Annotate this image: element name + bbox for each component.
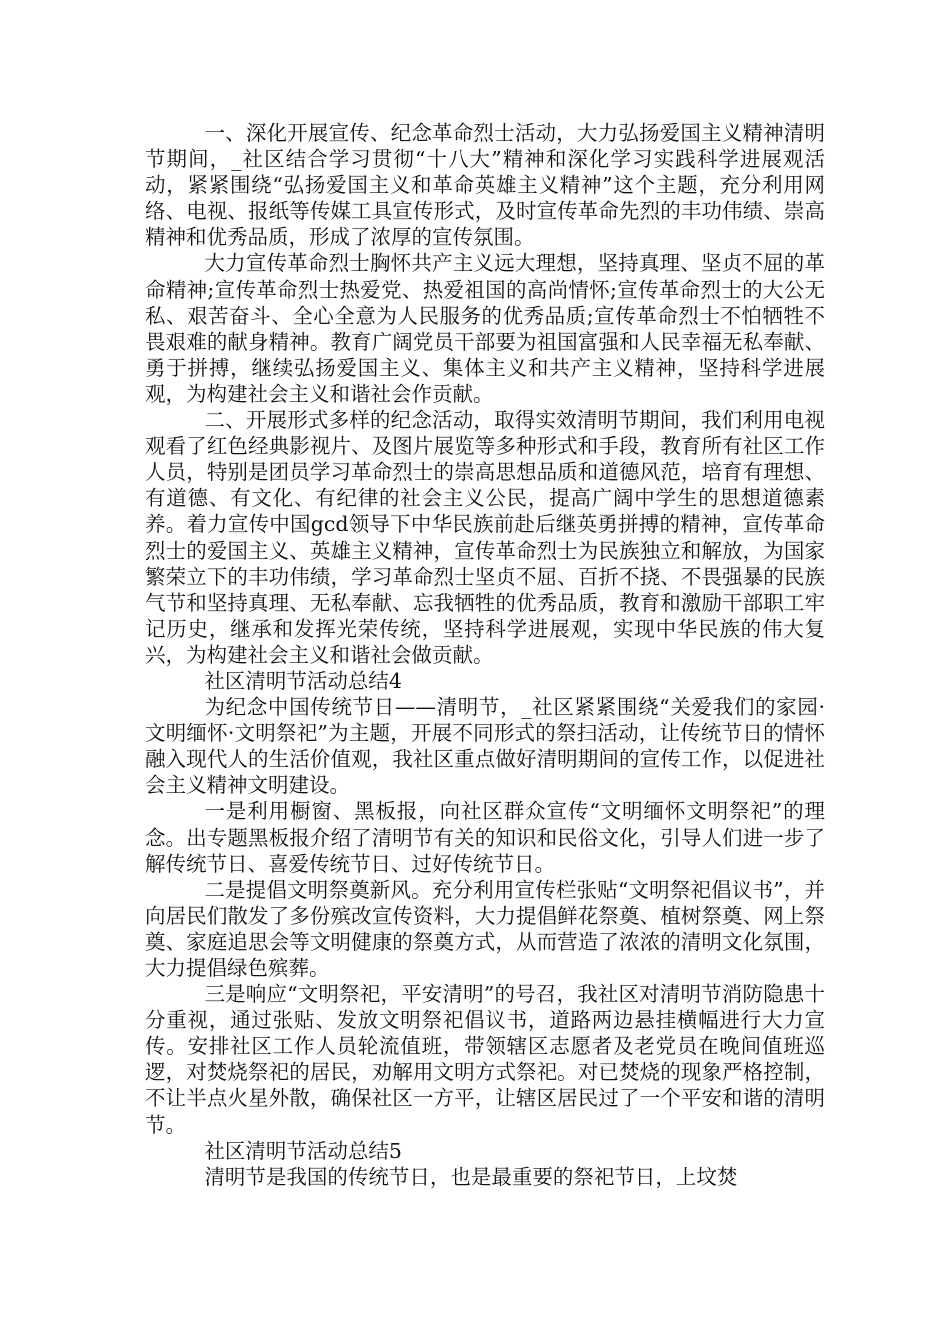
paragraph: 一、深化开展宣传、纪念革命烈士活动，大力弘扬爱国主义精神清明节期间，_社区结合学习贯彻“十八大”精神和深化学习实践科学进展观活动，紧紧围绕“弘扬爱国主义和革命英雄主义精神”这个主题，充分利用网络、电视、报纸等传媒工具宣传形式，及时宣传革命先烈的丰功伟绩、崇高精神和优秀品质，形成了浓厚的宣传氛围。 xyxy=(145,121,825,250)
document-page xyxy=(145,120,825,1190)
section-heading: 社区清明节活动总结4 xyxy=(204,668,402,693)
paragraph: 为纪念中国传统节日——清明节，_社区紧紧围绕“关爱我们的家园·文明缅怀·文明祭祀”为主题，开展不同形式的祭扫活动，让传统节日的情怀融入现代人的生活价值观，我社区重点做好清明期间的宣传工作，以促进社会主义精神文明建设。 xyxy=(145,695,825,798)
paragraph: 一是利用橱窗、黑板报，向社区群众宣传“文明缅怀文明祭祀”的理念。出专题黑板报介绍了清明节有关的知识和民俗文化，引导人们进一步了解传统节日、喜爱传统节日、过好传统节日。 xyxy=(145,799,825,876)
paragraph: 三是响应“文明祭祀，平安清明”的号召，我社区对清明节消防隐患十分重视，通过张贴、发放文明祭祀倡议书，道路两边悬挂横幅进行大力宣传。安排社区工作人员轮流值班，带领辖区志愿者及老党员在晚间值班巡逻，对焚烧祭祀的居民，劝解用文明方式祭祀。对已焚烧的现象严格控制，不让半点火星外散，确保社区一方平，让辖区居民过了一个平安和谐的清明节。 xyxy=(145,982,825,1137)
section-heading: 社区清明节活动总结5 xyxy=(204,1138,402,1163)
paragraph: 大力宣传革命烈士胸怀共产主义远大理想，坚持真理、坚贞不屈的革命精神;宣传革命烈士热爱党、热爱祖国的高尚情怀;宣传革命烈士的大公无私、艰苦奋斗、全心全意为人民服务的优秀品质;宣传革命烈士不怕牺牲不畏艰难的献身精神。教育广阔党员干部要为祖国富强和人民幸福无私奉献、勇于拼搏，继续弘扬爱国主义、集体主义和共产主义精神，坚持科学进展观，为构建社会主义和谐社会作贡献。 xyxy=(145,251,825,406)
paragraph: 二、开展形式多样的纪念活动，取得实效清明节期间，我们利用电视观看了红色经典影视片、及图片展览等多种形式和手段，教育所有社区工作人员，特别是团员学习革命烈士的崇高思想品质和道德风范，培育有理想、有道德、有文化、有纪律的社会主义公民，提高广阔中学生的思想道德素养。着力宣传中国gcd领导下中华民族前赴后继英勇拼搏的精神，宣传革命烈士的爱国主义、英雄主义精神，宣传革命烈士为民族独立和解放，为国家繁荣立下的丰功伟绩，学习革命烈士坚贞不屈、百折不挠、不畏强暴的民族气节和坚持真理、无私奉献、忘我牺牲的优秀品质，教育和激励干部职工牢记历史，继承和发挥光荣传统，坚持科学进展观，实现中华民族的伟大复兴，为构建社会主义和谐社会做贡献。 xyxy=(145,408,825,667)
paragraph: 清明节是我国的传统节日，也是最重要的祭祀节日，上坟焚 xyxy=(204,1164,738,1189)
paragraph: 二是提倡文明祭奠新风。充分利用宣传栏张贴“文明祭祀倡议书”，并向居民们散发了多份殡改宣传资料，大力提倡鲜花祭奠、植树祭奠、网上祭奠、家庭追思会等文明健康的祭奠方式，从而营造了浓浓的清明文化氛围，大力提倡绿色殡葬。 xyxy=(145,877,825,980)
